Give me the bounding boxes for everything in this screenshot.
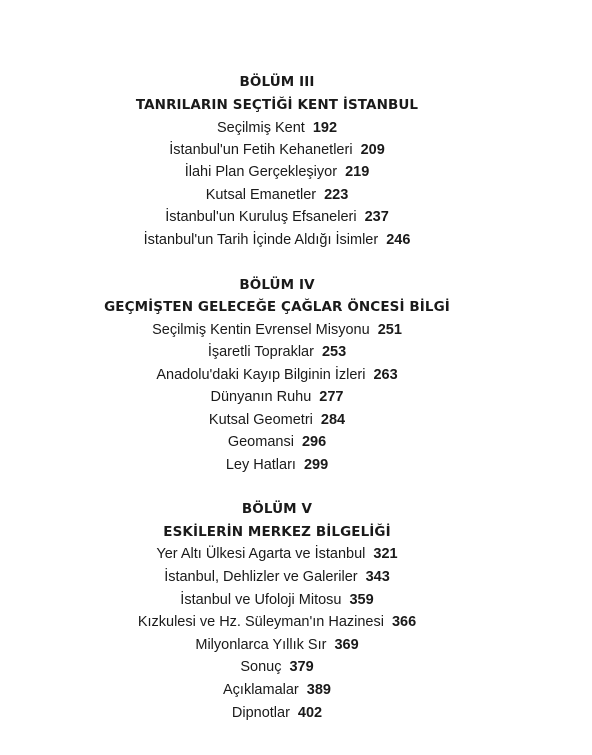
toc-entry-text: Anadolu'daki Kayıp Bilginin İzleri bbox=[156, 367, 366, 383]
toc-entry-text: Yer Altı Ülkesi Agarta ve İstanbul bbox=[156, 546, 366, 562]
toc-entry-text: Dünyanın Ruhu bbox=[210, 389, 312, 405]
toc-entry-page: 359 bbox=[349, 592, 374, 608]
toc-entry-text: Milyonlarca Yıllık Sır bbox=[195, 637, 327, 653]
toc-entry-text: Seçilmiş Kentin Evrensel Misyonu bbox=[152, 322, 370, 338]
toc-entry-text: İstanbul ve Ufoloji Mitosu bbox=[180, 592, 342, 608]
toc-entry bbox=[0, 612, 554, 632]
toc-entry bbox=[0, 455, 554, 475]
toc-entry bbox=[0, 342, 554, 362]
toc-entry-text: Sonuç bbox=[240, 659, 282, 675]
toc-entry-page: 296 bbox=[301, 434, 327, 450]
toc-entry-page: 379 bbox=[289, 659, 314, 675]
section-part-label: BÖLÜM IV bbox=[239, 277, 315, 293]
toc-entry bbox=[0, 567, 554, 587]
toc-entry bbox=[0, 185, 554, 205]
toc-entry-text: İstanbul'un Tarih İçinde Aldığı İsimler bbox=[143, 232, 379, 248]
toc-entry-text: İstanbul'un Kuruluş Efsaneleri bbox=[165, 209, 357, 225]
toc-entry-text: Dipnotlar bbox=[231, 705, 290, 721]
toc-entry bbox=[0, 365, 554, 385]
toc-entry-page: 223 bbox=[324, 187, 349, 203]
toc-entry-text: Geomansi bbox=[227, 434, 294, 450]
toc-entry bbox=[0, 140, 554, 160]
toc-entry-page: 237 bbox=[364, 209, 389, 225]
toc-entry bbox=[0, 544, 554, 564]
section-part-label: BÖLÜM V bbox=[241, 501, 313, 517]
toc-entry bbox=[0, 118, 554, 138]
toc-entry bbox=[0, 590, 554, 610]
section-title: TANRILARIN SEÇTİĞİ KENT İSTANBUL bbox=[135, 97, 419, 113]
toc-entry-page: 277 bbox=[319, 389, 344, 405]
section-title: ESKİLERİN MERKEZ BİLGELİĞİ bbox=[163, 524, 391, 540]
toc-entry-page: 299 bbox=[303, 457, 329, 473]
toc-entry-text: Açıklamalar bbox=[223, 682, 299, 698]
toc-entry bbox=[0, 387, 554, 407]
toc-entry-text: Kutsal Geometri bbox=[208, 412, 313, 428]
toc-entry-page: 389 bbox=[306, 682, 331, 698]
toc-entry bbox=[0, 432, 554, 452]
toc-entry-text: Kızkulesi ve Hz. Süleyman'ın Hazinesi bbox=[137, 614, 384, 630]
toc-entry-page: 209 bbox=[360, 142, 385, 158]
toc-entry-page: 284 bbox=[320, 412, 346, 428]
toc-entry-text: İstanbul, Dehlizler ve Galeriler bbox=[164, 569, 358, 585]
toc-entry bbox=[0, 207, 554, 227]
toc-entry-page: 343 bbox=[365, 569, 390, 585]
toc-entry-text: Kutsal Emanetler bbox=[205, 187, 317, 203]
toc-entry bbox=[0, 680, 554, 700]
toc-entry-page: 251 bbox=[377, 322, 402, 338]
toc-entry bbox=[0, 162, 554, 182]
toc-entry bbox=[0, 635, 554, 655]
toc-entry-page: 369 bbox=[334, 637, 359, 653]
toc-entry-page: 402 bbox=[297, 705, 323, 721]
section-title: GEÇMİŞTEN GELECEĞE ÇAĞLAR ÖNCESİ BİLGİ bbox=[104, 299, 450, 315]
section-part-label: BÖLÜM III bbox=[239, 74, 315, 90]
toc-entry-page: 192 bbox=[312, 120, 338, 136]
toc-entry-page: 219 bbox=[345, 164, 370, 180]
toc-entry-page: 321 bbox=[373, 546, 398, 562]
toc-entry-text: Ley Hatları bbox=[225, 457, 296, 473]
toc-entry-text: Seçilmiş Kent bbox=[216, 120, 305, 136]
toc-entry-page: 366 bbox=[391, 614, 417, 630]
toc-entry bbox=[0, 703, 554, 723]
toc-entry-text: İstanbul'un Fetih Kehanetleri bbox=[169, 142, 353, 158]
toc-entry-page: 253 bbox=[321, 344, 347, 360]
toc-entry-text: İşaretli Topraklar bbox=[207, 344, 314, 360]
toc-entry-page: 263 bbox=[373, 367, 398, 383]
toc-entry bbox=[0, 230, 554, 250]
toc-entry bbox=[0, 657, 554, 677]
toc-entry bbox=[0, 320, 554, 340]
toc-entry bbox=[0, 410, 554, 430]
toc-entry-text: İlahi Plan Gerçekleşiyor bbox=[184, 164, 338, 180]
toc-entry-page: 246 bbox=[386, 232, 411, 248]
